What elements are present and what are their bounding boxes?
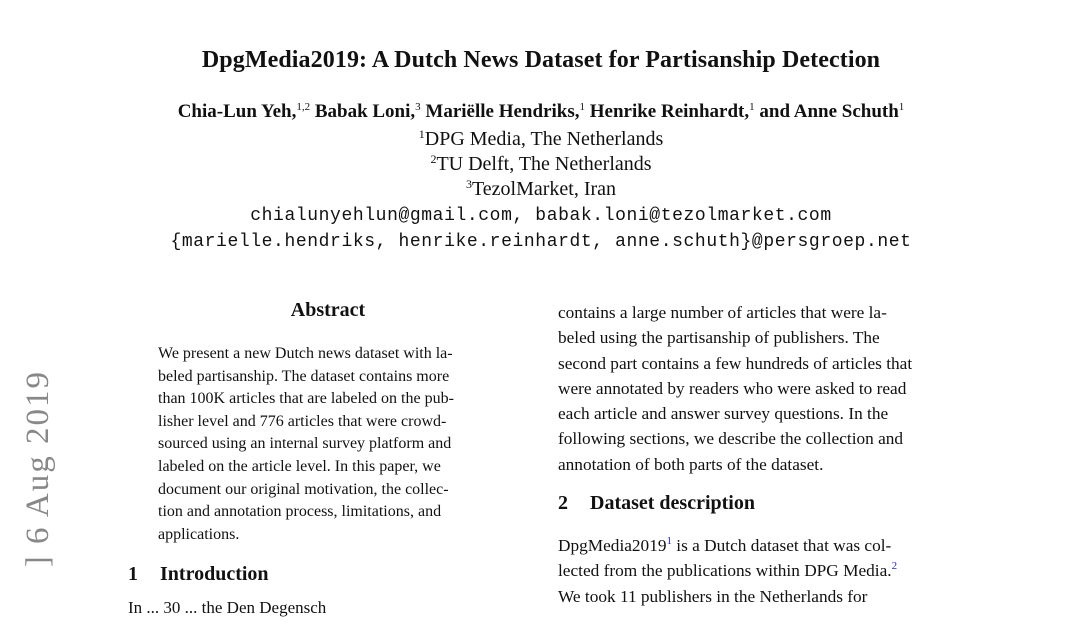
author-name: Chia-Lun Yeh,	[177, 101, 297, 122]
paper-title: DpgMedia2019: A Dutch News Dataset for Partisanship Detection	[201, 47, 881, 73]
right-column-paragraph	[558, 300, 959, 477]
paragraph-line: annotation of both parts of the dataset.	[558, 454, 824, 474]
author-affiliation-mark: 1	[749, 101, 755, 113]
abstract-body	[158, 343, 496, 546]
paragraph-line	[558, 533, 959, 558]
section-heading-introduction	[128, 563, 269, 586]
affiliation-text: TezolMarket, Iran	[471, 178, 617, 200]
section-title: Introduction	[160, 563, 269, 585]
affiliation-3	[0, 178, 1082, 201]
dataset-description-paragraph	[558, 533, 959, 609]
abstract-line: beled partisanship. The dataset contains more	[158, 367, 450, 385]
line-text: lected from the publications within DPG Media.	[558, 561, 892, 581]
abstract-line: We present a new Dutch news dataset with la-	[158, 345, 453, 362]
footnote-link-1[interactable]: 1	[666, 535, 672, 547]
line-text: is a Dutch dataset that was col-	[671, 536, 892, 555]
abstract-line: labeled on the article level. In this paper, we	[158, 457, 441, 475]
abstract-line: than 100K articles that are labeled on the pub-	[158, 390, 454, 408]
paragraph-line: contains a large number of articles that were la-	[558, 303, 887, 322]
section-heading-dataset-description	[558, 492, 755, 515]
paragraph-line: second part contains a few hundreds of articles that	[558, 353, 913, 373]
paragraph-line: following sections, we describe the collection and	[558, 429, 904, 449]
paragraph-line: were annotated by readers who were asked to read	[558, 378, 907, 398]
affiliation-1	[0, 128, 1082, 151]
section-number: 2	[558, 492, 568, 514]
abstract-line: document our original motivation, the collec-	[158, 480, 449, 498]
arxiv-stamp: ] 6 Aug 2019	[20, 370, 56, 568]
affiliation-mark: 2	[430, 152, 437, 166]
abstract-line: lisher level and 776 articles that were crowd-	[158, 412, 447, 430]
author-name: Henrike Reinhardt,	[589, 101, 750, 122]
affiliation-mark: 3	[465, 177, 472, 191]
section-number: 1	[128, 563, 138, 585]
author-name: Babak Loni,	[314, 101, 416, 122]
email-line-2: {marielle.hendriks, henrike.reinhardt, anne.schuth}@persgroep.net	[170, 232, 912, 252]
affiliation-mark: 1	[418, 127, 425, 141]
author-affiliation-mark: 1	[579, 101, 585, 113]
paragraph-line	[558, 558, 959, 583]
author-name: and Anne Schuth	[759, 101, 899, 122]
abstract-line: sourced using an internal survey platform and	[158, 435, 452, 453]
author-affiliation-mark: 1	[898, 101, 905, 113]
section-title: Dataset description	[590, 492, 755, 514]
paragraph-line: We took 11 publishers in the Netherlands for	[558, 586, 868, 606]
paragraph-line: each article and answer survey questions. In the	[558, 404, 889, 424]
author-affiliation-mark: 1,2	[296, 101, 311, 113]
author-name: Mariëlle Hendriks,	[425, 101, 580, 122]
footnote-link-2[interactable]: 2	[891, 560, 898, 573]
abstract-heading: Abstract	[290, 299, 366, 321]
email-line-1: chialunyehlun@gmail.com, babak.loni@tezolmarket.com	[250, 206, 832, 226]
introduction-cutoff-text: In ... 30 ... the Den Degensch	[128, 598, 327, 617]
paragraph-line: beled using the partisanship of publishers. The	[558, 328, 880, 348]
affiliation-2	[0, 153, 1082, 176]
author-affiliation-mark: 3	[415, 101, 421, 113]
abstract-line: tion and annotation process, limitations, and	[158, 503, 442, 521]
abstract-line: applications.	[158, 525, 240, 543]
author-line	[0, 101, 1082, 123]
affiliation-text: TU Delft, The Netherlands	[436, 153, 652, 175]
affiliation-text: DPG Media, The Netherlands	[424, 128, 664, 150]
dataset-name: DpgMedia2019	[558, 536, 667, 555]
